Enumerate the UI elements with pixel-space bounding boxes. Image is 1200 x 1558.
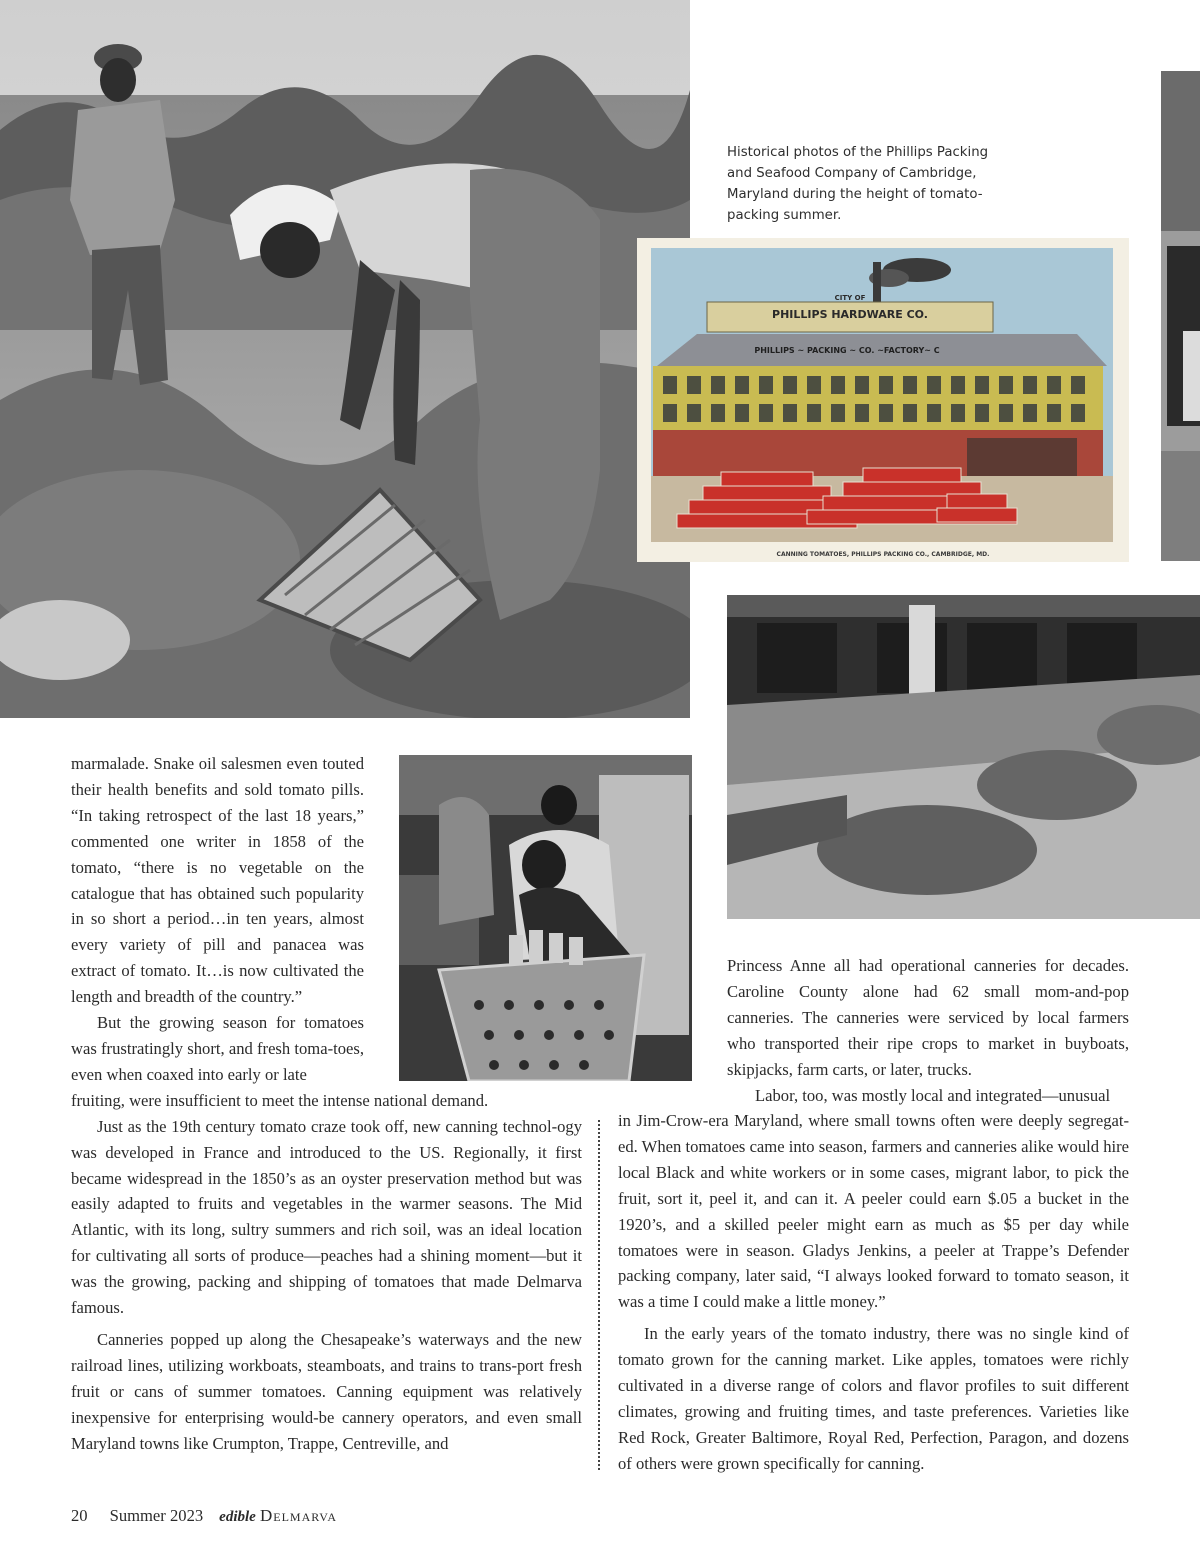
left-paragraph-1: marmalade. Snake oil salesmen even touted their health benefits and sold tomato pills. “In taking retrospect of the last 18 years,” commented one writer in 1858 of the tomato, “there is no vegetable on the catalogue that has obtained such popularity in so short a period…in ten years, almost every variety of pill and panacea was extract of tomato. It…is now cultivated the length and breadth of the country.” bbox=[71, 754, 364, 1007]
page-number: 20 bbox=[71, 1506, 88, 1525]
right-column-upper bbox=[727, 953, 1129, 1108]
postcard-sign-factory: PHILLIPS ~ PACKING ~ CO. ~FACTORY~ C bbox=[754, 346, 940, 355]
postcard-sign-city: CITY OF bbox=[834, 294, 866, 302]
left-paragraph-4: Canneries popped up along the Chesapeake’s waterways and the new railroad lines, utilizing workboats, steamboats, and trains to trans-port fresh fruit or cans of summer tomatoes. Canning equipment was relatively inexpensive for enterprising would-be cannery operators, and even small Maryland towns like Crumpton, Trappe, Centreville, and bbox=[71, 1329, 582, 1453]
right-paragraph-1: Princess Anne all had operational canneries for decades. Caroline County alone had 62 small mom-and-pop canneries. The canneries were serviced by local farmers who transported their ripe crops to market in buyboats, skipjacks, farm carts, or later, trucks. bbox=[727, 956, 1129, 1079]
left-paragraph-2-continued: fruiting, were insufficient to meet the intense national demand. bbox=[71, 1090, 489, 1110]
left-paragraph-3: Just as the 19th century tomato craze took off, new canning technol-ogy was developed in France and introduced to the US. Regionally, it first became widespread in the 1850’s as an oyster preservation method but was easily adapted to fruits and vegetables in the warmer seasons. The Mid Atlantic, with its long, sultry summers and rich soil, was an ideal location for cultivating all sorts of produce—peaches had a shining moment—but it was the growing, packing and shipping of tomatoes that made Delmarva famous. bbox=[71, 1116, 582, 1318]
issue-label: Summer 2023 bbox=[109, 1506, 204, 1525]
left-column bbox=[71, 751, 582, 1456]
page-footer bbox=[71, 1506, 337, 1526]
postcard-footer: CANNING TOMATOES, PHILLIPS PACKING CO., CAMBRIDGE, MD. bbox=[776, 551, 990, 558]
magazine-name: Delmarva bbox=[259, 1506, 338, 1525]
photo-factory-edge bbox=[1161, 71, 1200, 561]
right-paragraph-2-continued: in Jim-Crow-era Maryland, where small towns often were deeply segregat-ed. When tomatoes came into season, farmers and canneries alike would hire local Black and white workers or in some cases, migrant labor, to pick the fruit, sort it, peel it, and can it. A peeler could earn $.05 a bucket in the 1920’s, and a skilled peeler might earn as much as $5 per day while tomatoes were in season. Gladys Jenkins, a peeler at Trappe’s Defender packing company, later said, “I always looked forward to tomato season, it was a time I could make a little money.” bbox=[618, 1111, 1129, 1312]
postcard-sign-hardware: PHILLIPS HARDWARE CO. bbox=[772, 308, 928, 321]
photo-field-workers bbox=[0, 0, 690, 718]
column-divider bbox=[598, 1120, 600, 1470]
right-paragraph-2: Labor, too, was mostly local and integrated—unusual bbox=[755, 1085, 1111, 1105]
right-column-lower bbox=[618, 1108, 1129, 1477]
photo-cannery-shed bbox=[727, 595, 1200, 919]
magazine-name-italic: edible bbox=[219, 1509, 256, 1525]
photo-caption: Historical photos of the Phillips Packing and Seafood Company of Cambridge, Maryland during the height of tomato-packing summer. bbox=[727, 145, 989, 223]
right-paragraph-3: In the early years of the tomato industry, there was no single kind of tomato grown for the canning market. Like apples, tomatoes were richly cultivated in a diverse range of colors and flavor profiles to suit different climates, growing and fruiting times, and taste preferences. Varieties like Red Rock, Greater Baltimore, Royal Red, Perfection, Paragon, and dozens of others were grown specifically for canning. bbox=[618, 1324, 1129, 1473]
postcard-phillips-packing bbox=[637, 238, 1129, 562]
left-paragraph-2: But the growing season for tomatoes was frustratingly short, and fresh toma-toes, even when coaxed into early or late bbox=[71, 1013, 364, 1084]
